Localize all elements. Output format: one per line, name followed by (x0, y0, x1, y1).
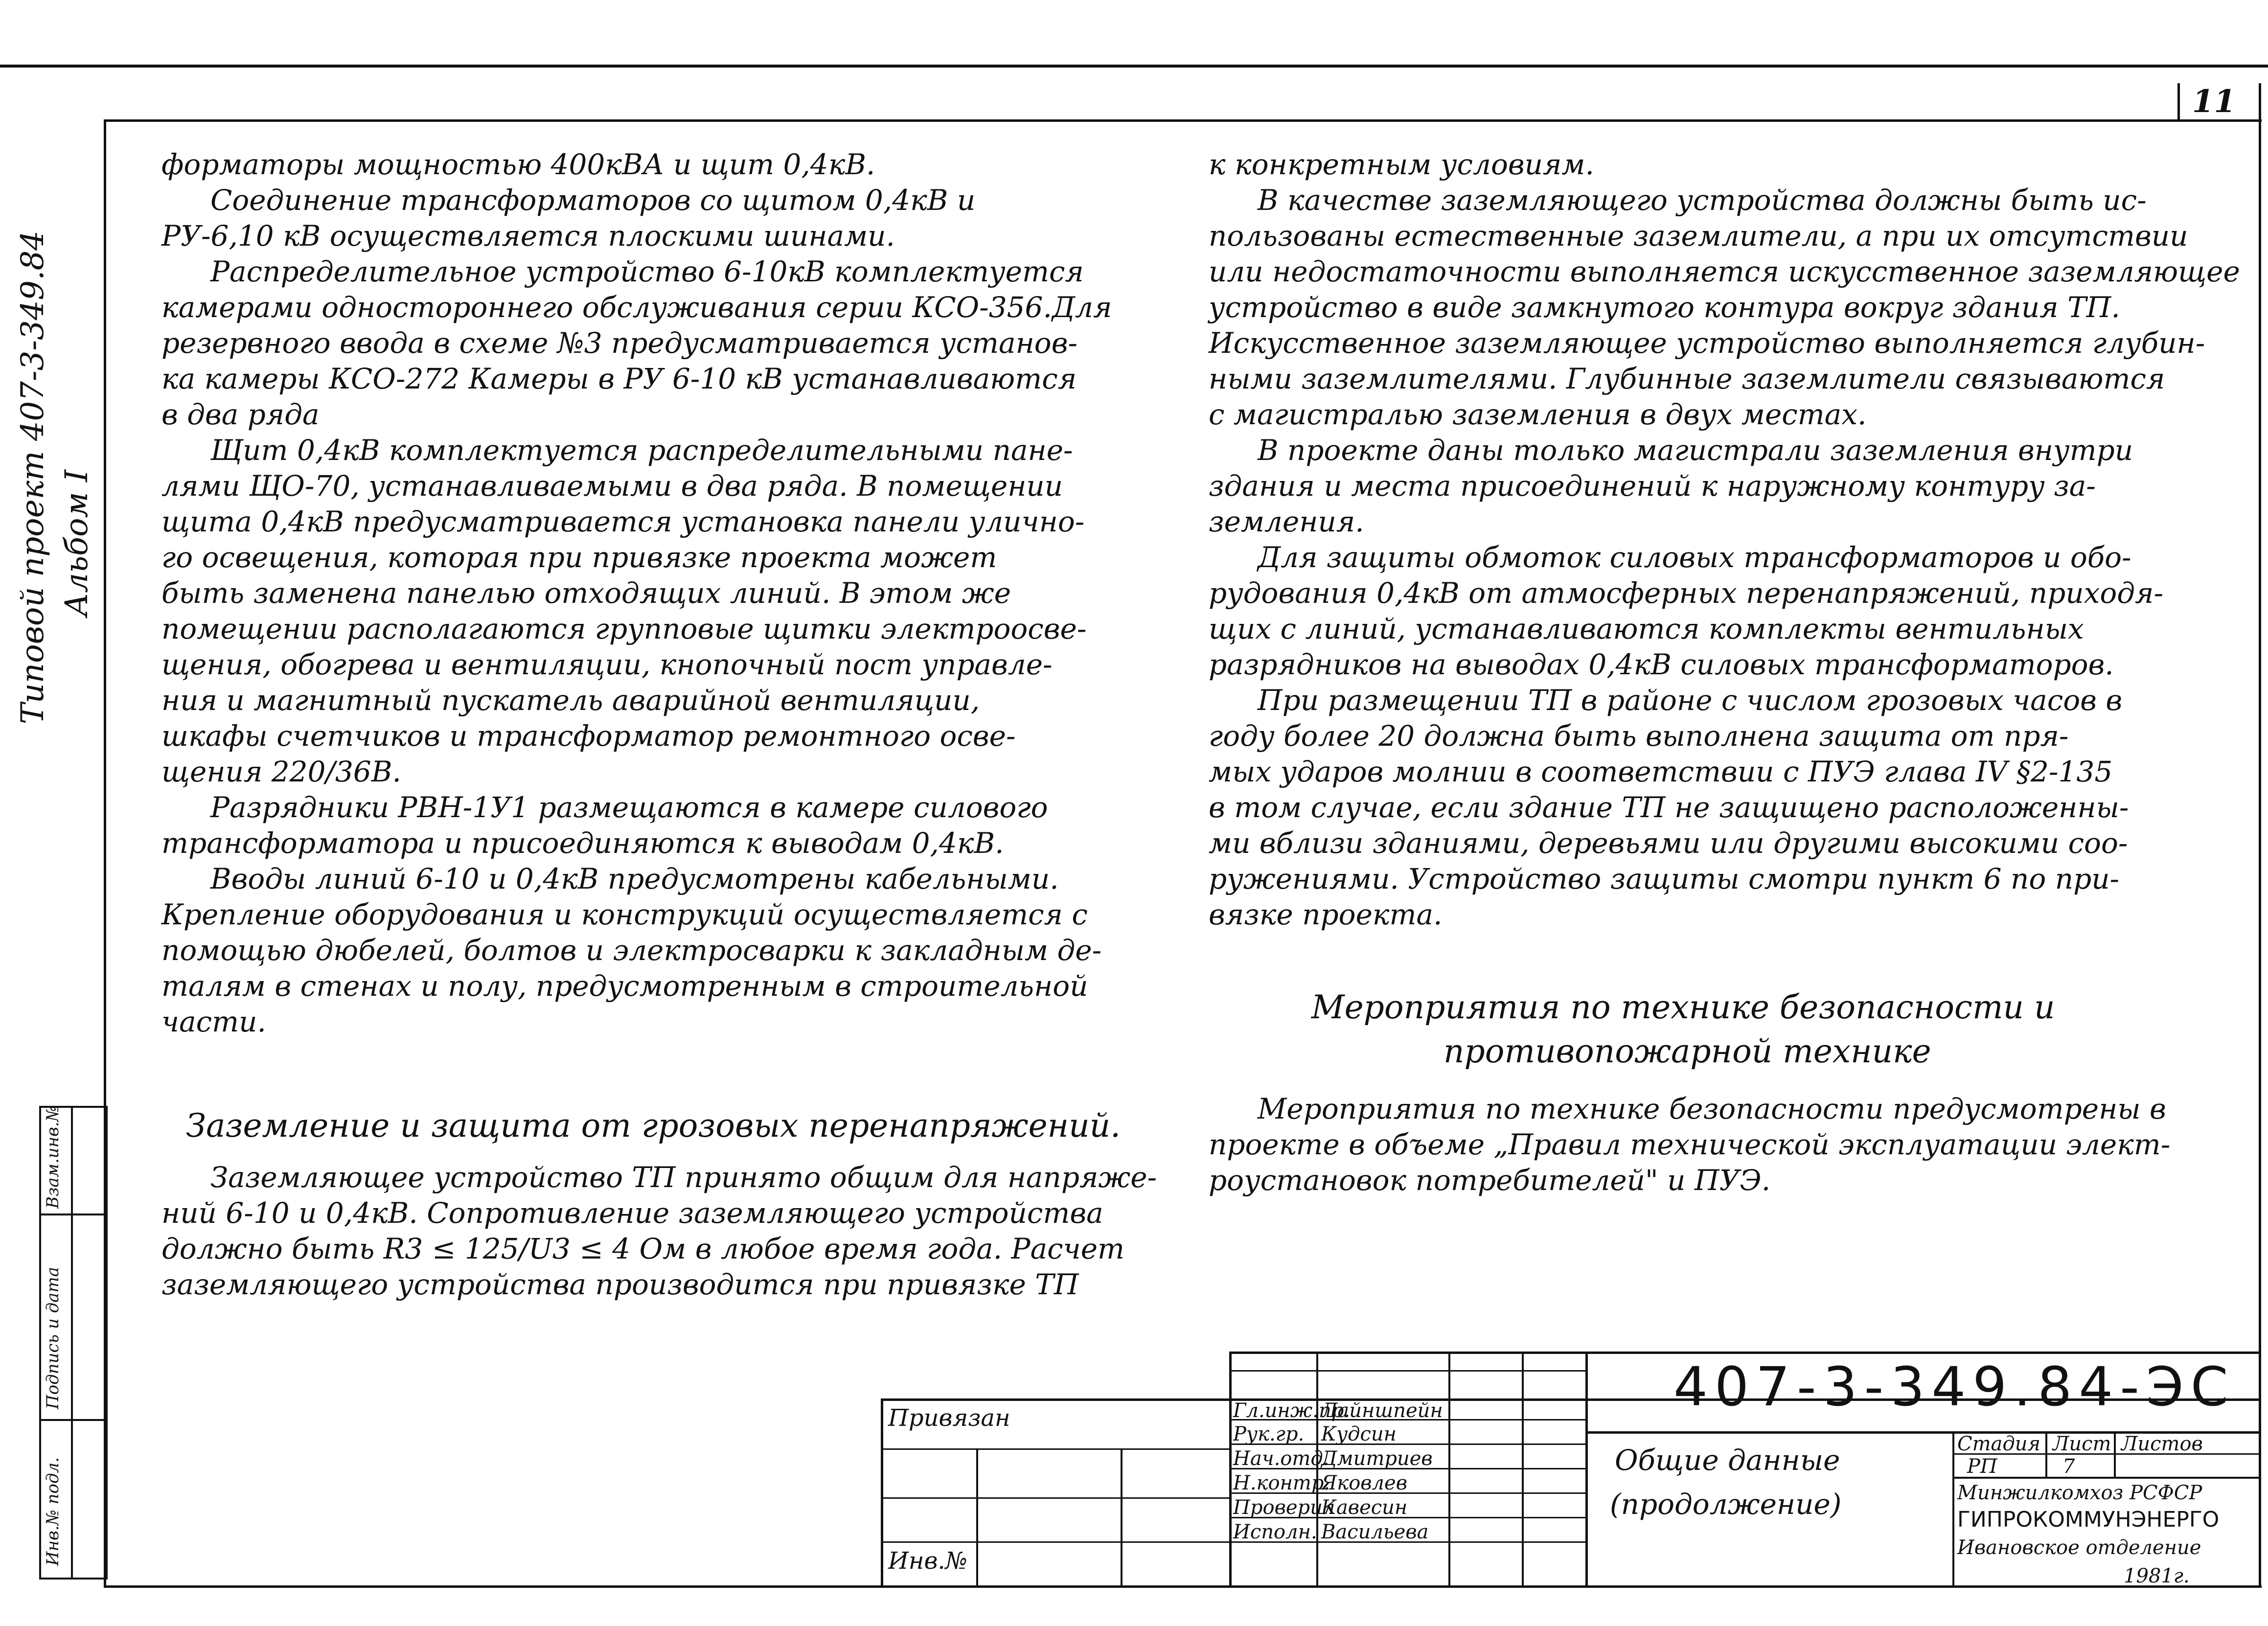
text-line: ка камеры КСО-272 Камеры в РУ 6-10 кВ устанавливаются (161, 362, 1077, 395)
text-line: с магистралью заземления в двух местах. (1209, 398, 1867, 431)
text-line: щения, обогрева и вентиляции, кнопочный пост управле- (161, 648, 1053, 681)
org-ministry: Минжилкомхоз РСФСР (1957, 1482, 2202, 1504)
text-line: земления. (1209, 505, 1364, 538)
text-line: Заземляющее устройство ТП принято общим для напряже- (210, 1161, 1157, 1194)
text-line: рудования 0,4кВ от атмосферных перенапряжений, приходя- (1209, 576, 2164, 610)
page-number-divider (2177, 83, 2180, 121)
text-line: роустановок потребителей" и ПУЭ. (1209, 1164, 1771, 1197)
page-number: 11 (2192, 83, 2236, 120)
frame-bottom-line (104, 1585, 2262, 1588)
text-line: быть заменена панелью отходящих линий. В этом же (161, 576, 1011, 610)
text-line: разрядников на выводах 0,4кВ силовых трансформаторов. (1209, 648, 2114, 681)
tb-top-line (1229, 1351, 2260, 1354)
tb-line (881, 1448, 1229, 1450)
text-line: шкафы счетчиков и трансформатор ремонтного осве- (161, 719, 1016, 753)
stage-value: РП (1967, 1455, 1997, 1478)
sheet-header: Лист (2053, 1433, 2111, 1455)
text-line: Разрядники РВН-1У1 размещаются в камере силового (210, 791, 1048, 824)
stage-header: Стадия (1957, 1433, 2040, 1455)
role-label: Рук.гр. (1233, 1423, 1305, 1445)
side-stamp-row-line (39, 1419, 106, 1421)
text-line: При размещении ТП в районе с числом грозовых часов в (1258, 684, 2123, 717)
role-label: Проверил (1233, 1496, 1335, 1519)
grounding-heading: Заземление и защита от грозовых перенапряжений. (186, 1107, 1121, 1145)
name-label: Кудсин (1321, 1423, 1397, 1445)
text-line: Вводы линий 6-10 и 0,4кВ предусмотрены кабельными. (210, 862, 1059, 895)
text-line: должно быть R3 ≤ 125/U3 ≤ 4 Ом в любое время года. Расчет (161, 1232, 1125, 1265)
text-line: щения 220/36В. (161, 755, 401, 788)
text-line: году более 20 должна быть выполнена защита от пря- (1209, 719, 2069, 753)
text-line: Соединение трансформаторов со щитом 0,4кВ и (210, 183, 976, 217)
document-code: 407-3-349.84-ЭС (1673, 1355, 2235, 1418)
text-line: ными заземлителями. Глубинные заземлители связываются (1209, 362, 2165, 395)
text-line: В качестве заземляющего устройства должны быть ис- (1258, 183, 2147, 217)
side-project-label: Типовой проект 407-3-349.84 (15, 230, 51, 724)
name-label: Лайншпейн (1321, 1399, 1443, 1422)
text-line: Крепление оборудования и конструкций осуществляется с (161, 898, 1088, 931)
drawing-subtitle: (продолжение) (1610, 1488, 1842, 1521)
text-line: ружениями. Устройство защиты смотри пункт 6 по при- (1209, 862, 2120, 895)
text-line: трансформатора и присоединяются к выводам 0,4кВ. (161, 826, 1004, 860)
left-column (161, 147, 1112, 1040)
role-label: Нач.отд. (1233, 1447, 1329, 1470)
safety-heading-line-1: Мероприятия по технике безопасности и (1311, 988, 2055, 1026)
tb-line (881, 1497, 1229, 1499)
name-label: Дмитриев (1321, 1447, 1433, 1470)
tb-line (881, 1541, 1229, 1543)
text-line: щих с линий, устанавливаются комплекты вентильных (1209, 612, 2084, 645)
text-line: форматоры мощностью 400кВА и щит 0,4кВ. (161, 148, 875, 181)
top-border-line (0, 65, 2268, 68)
side-stamp-row-line (39, 1214, 106, 1215)
side-album-label: Альбом I (59, 469, 95, 617)
year-label: 1981г. (2124, 1565, 2190, 1587)
org-branch: Ивановское отделение (1957, 1536, 2201, 1559)
tb-left-line (881, 1398, 883, 1586)
text-line: к конкретным условиям. (1209, 148, 1594, 181)
frame-right-line (2259, 83, 2261, 1587)
role-label: Гл.инж.пр. (1233, 1399, 1351, 1422)
text-line: талям в стенах и полу, предусмотренным в строительной (161, 969, 1088, 1003)
text-line: го освещения, которая при привязке проекта может (161, 541, 997, 574)
privyazan-label: Привязан (888, 1404, 1010, 1432)
role-label: Исполн. (1233, 1521, 1317, 1543)
text-line: здания и места присоединений к наружному контуру за- (1209, 469, 2096, 503)
text-line: пользованы естественные заземлители, а при их отсутствии (1209, 219, 2188, 252)
frame-top-line (104, 119, 2262, 122)
sheet-value: 7 (2062, 1455, 2075, 1478)
text-line: ний 6-10 и 0,4кВ. Сопротивление заземляющего устройства (161, 1196, 1103, 1230)
text-line: В проекте даны только магистрали заземления внутри (1258, 434, 2133, 467)
text-line: ния и магнитный пускатель аварийной вентиляции, (161, 684, 980, 717)
text-line: вязке проекта. (1209, 898, 1443, 931)
text-line: части. (161, 1005, 266, 1038)
side-stamp-sign-label: Подпись и дата (43, 1267, 63, 1409)
text-line: Щит 0,4кВ комплектуется распределительными пане- (210, 434, 1073, 467)
text-line: ми вблизи зданиями, деревьями или другими высокими соо- (1209, 826, 2128, 860)
tb-line (1952, 1477, 2260, 1479)
name-label: Яковлев (1321, 1472, 1407, 1494)
right-column (1209, 147, 2240, 933)
safety-text (1209, 1091, 2170, 1198)
grounding-text (161, 1160, 1157, 1303)
name-label: Кавесин (1321, 1496, 1408, 1519)
tb-line (976, 1448, 978, 1585)
text-line: устройство в виде замкнутого контура вокруг здания ТП. (1209, 291, 2120, 324)
text-line: резервного ввода в схеме №3 предусматривается установ- (161, 326, 1078, 360)
text-line: в том случае, если здание ТП не защищено расположенны- (1209, 791, 2129, 824)
text-line: Распределительное устройство 6-10кВ комплектуется (210, 255, 1084, 288)
text-line: помещении располагаются групповые щитки электроосве- (161, 612, 1087, 645)
role-label: Н.контр. (1233, 1472, 1330, 1494)
name-label: Васильева (1321, 1521, 1429, 1543)
tb-line (1121, 1448, 1123, 1585)
safety-heading-line-2: противопожарной технике (1443, 1032, 1931, 1070)
text-line: Для защиты обмоток силовых трансформаторов и обо- (1258, 541, 2131, 574)
text-line: в два ряда (161, 398, 320, 431)
text-line: лями ЩО-70, устанавливаемыми в два ряда. В помещении (161, 469, 1063, 503)
org-institute: ГИПРОКОММУНЭНЕРГО (1957, 1507, 2220, 1532)
text-line: помощью дюбелей, болтов и электросварки к закладным де- (161, 934, 1102, 967)
sheets-header: Листов (2121, 1433, 2203, 1455)
text-line: камерами одностороннего обслуживания серии КСО-356.Для (161, 291, 1112, 324)
side-stamp-inv-label: Инв.№ подл. (43, 1457, 63, 1566)
text-line: проекте в объеме „Правил технической эксплуатации элект- (1209, 1128, 2171, 1161)
text-line: или недостаточности выполняется искусственное заземляющее (1209, 255, 2240, 288)
text-line: заземляющего устройства производится при привязке ТП (161, 1268, 1079, 1301)
side-stamp-replace-label: Взам.инв.№ (43, 1106, 63, 1209)
inv-label: Инв.№ (888, 1547, 968, 1575)
drawing-title: Общие данные (1615, 1443, 1840, 1477)
text-line: мых ударов молнии в соответствии с ПУЭ глава IV §2-135 (1209, 755, 2113, 788)
text-line: Мероприятия по технике безопасности предусмотрены в (1258, 1092, 2166, 1125)
text-line: щита 0,4кВ предусматривается установка панели улично- (161, 505, 1085, 538)
tb-line (1229, 1370, 1586, 1372)
text-line: Искусственное заземляющее устройство выполняется глубин- (1209, 326, 2205, 360)
text-line: РУ-6,10 кВ осуществляется плоскими шинами. (161, 219, 895, 252)
side-stamp-divider (71, 1106, 73, 1578)
